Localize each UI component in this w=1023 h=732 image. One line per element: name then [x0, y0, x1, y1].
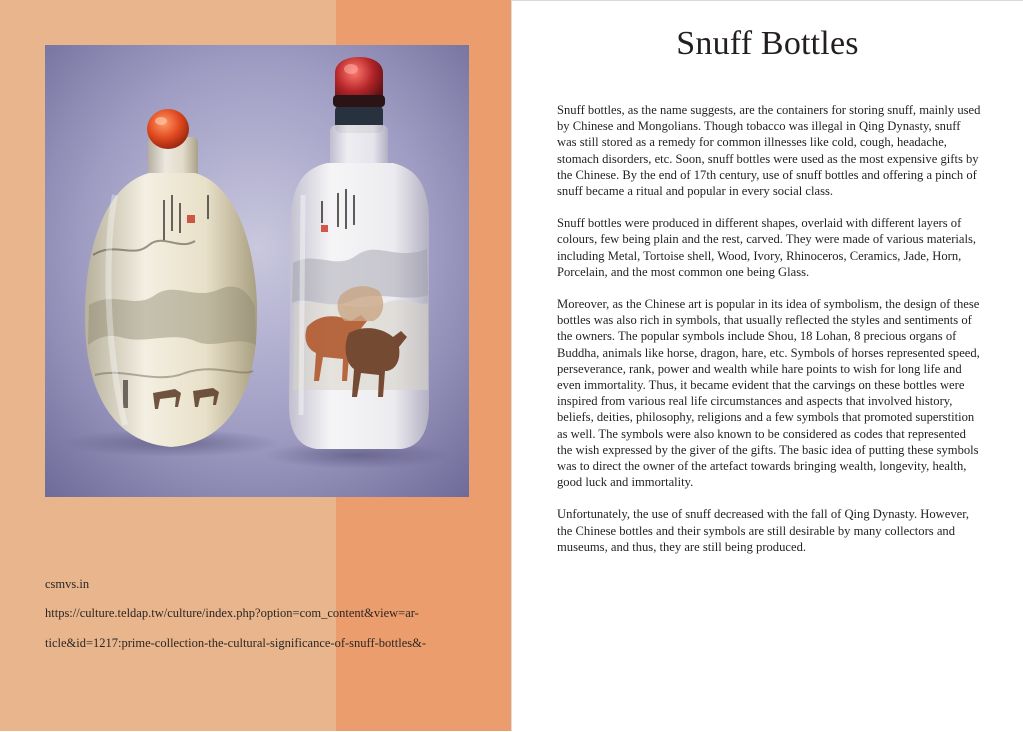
- right-page: [512, 0, 1023, 732]
- page-title: Snuff Bottles: [676, 25, 859, 62]
- left-page: [0, 0, 512, 731]
- source-csmvs: csmvs.in: [45, 577, 90, 591]
- paragraph-2: Snuff bottles were produced in different shapes, overlaid with different layers of colours, few being plain and the rest, carved. They were made of various materials, including Metal, Tortoise shell, Wood, Ivory, Rhinoceros, Ceramics, Jade, Horn, Porcelain, and the most common one being Glass.: [557, 216, 977, 279]
- paragraph-4: Unfortunately, the use of snuff decreased with the fall of Qing Dynasty. However, the Chinese bottles and their symbols are still desirable by many collectors and museums, and thus, they are still being produced.: [557, 507, 970, 554]
- source-teldap-url-part2: ticle&id=1217:prime-collection-the-cultural-significance-of-snuff-bottles&-: [45, 636, 426, 650]
- paragraph-3: Moreover, as the Chinese art is popular in its idea of symbolism, the design of these bottles was also rich in symbols, that usually reflected the styles and sentiments of the owners. The popular symbols include Shou, 18 Lohan, 8 precious organs of Buddha, animals like horse, dragon, hare, etc. Symbols of horses represented speed, perseverance, rank, power and wealth while hare points to wish for long life and even immortality. Thus, it became evident that the carvings on these bottles were inspired from various real life circumstances and aspects that involved history, beliefs, deities, philosophy, religions and a few symbols that promoted superstition as well. The symbols were also known to be considered as codes that represented the wish expressed by the giver of the gifts. The basic idea of putting these symbols was to direct the owner of the artefact towards bringing wealth, longevity, health, good luck and immortality.: [557, 297, 980, 490]
- paragraph-1: Snuff bottles, as the name suggests, are the containers for storing snuff, mainly used by Chinese and Mongolians. Though tobacco was illegal in Qing Dynasty, snuff was still stored as a remedy for common illnesses like cold, cough, headache, stomach disorders, etc. Soon, snuff bottles were used as the most expensive gifts by the Chinese. By the end of 17th century, use of snuff bottles and offering a pinch of snuff became a ritual and popular in every social class.: [557, 103, 981, 199]
- snuff-bottles-photo: [45, 45, 469, 497]
- article-body: [557, 102, 981, 571]
- source-teldap-url-part1: https://culture.teldap.tw/culture/index.php?option=com_content&view=ar-: [45, 606, 419, 620]
